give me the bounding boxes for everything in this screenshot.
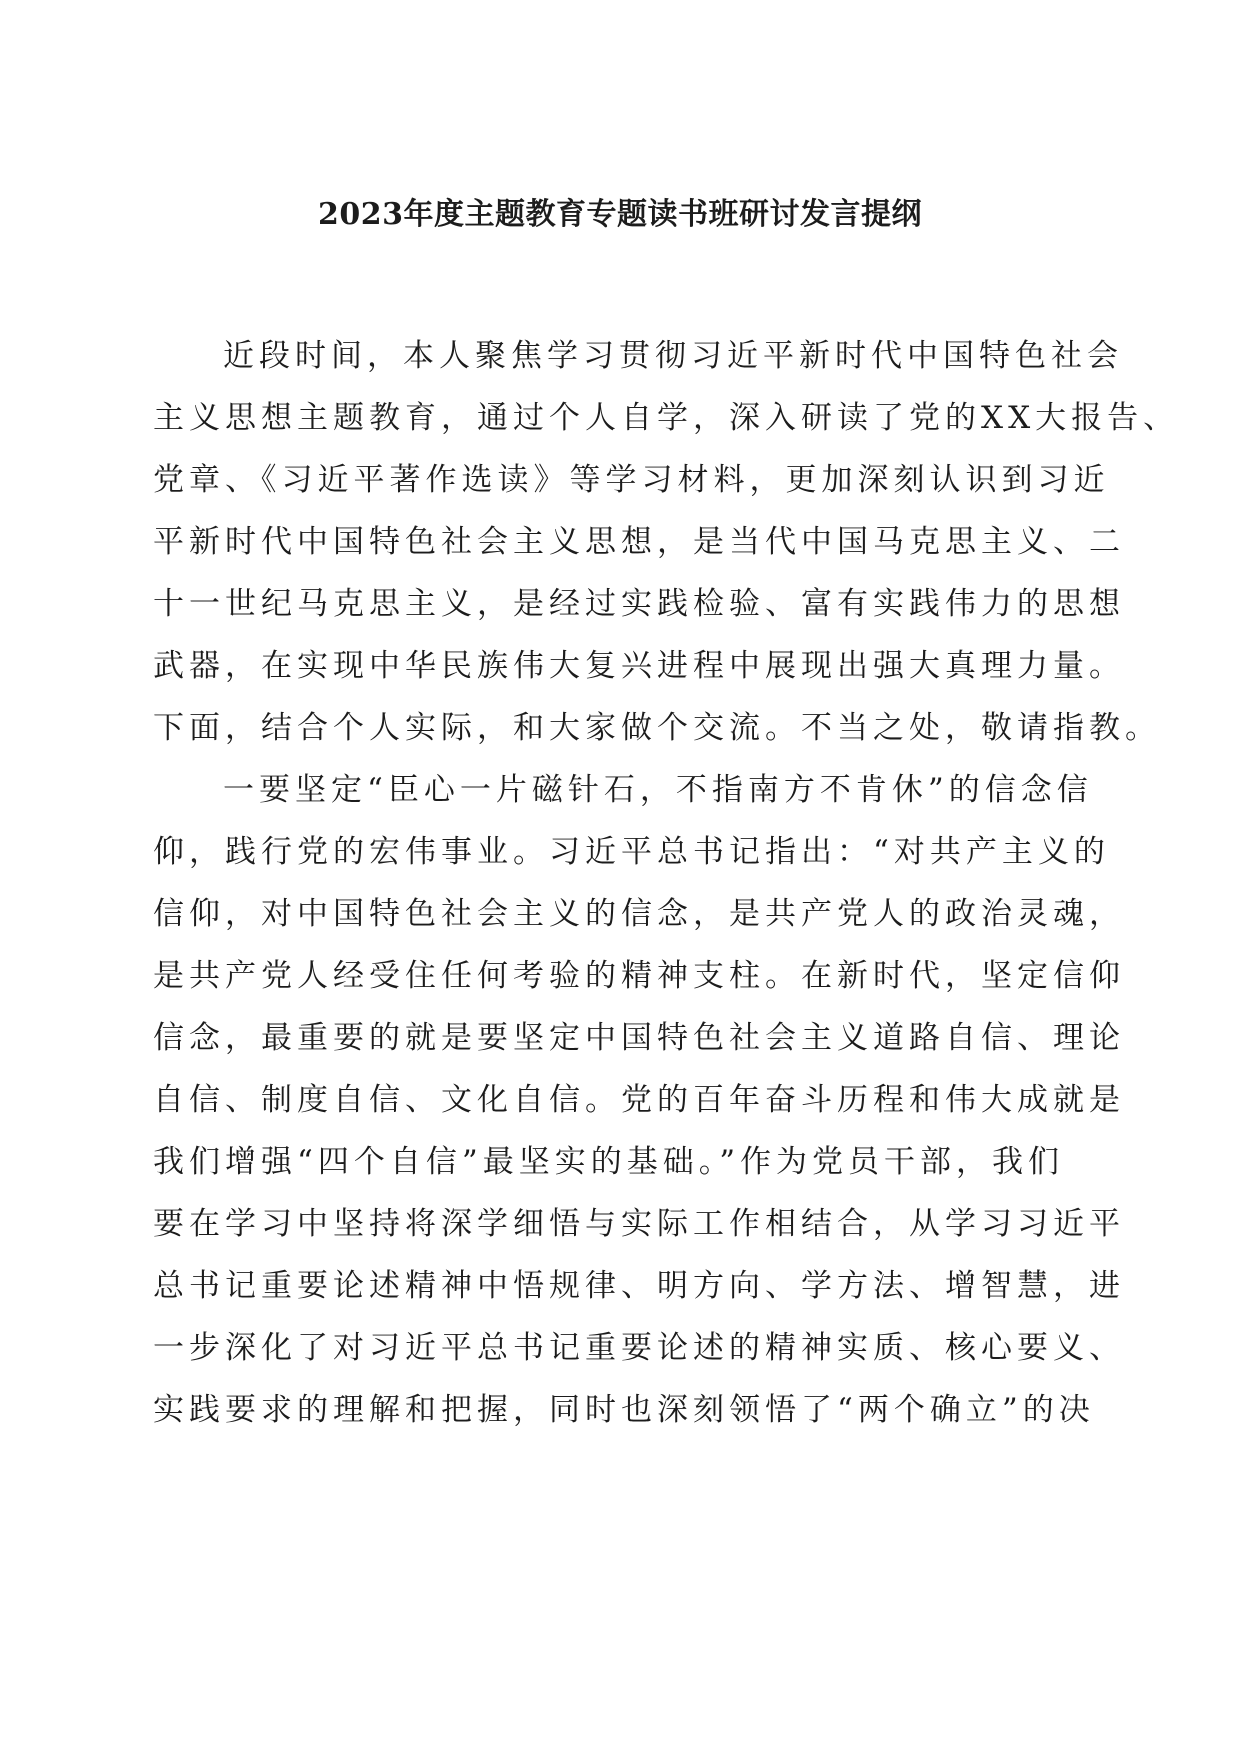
paragraph-1-line-5: 十一世纪马克思主义，是经过实践检验、富有实践伟力的思想 [153,586,1125,622]
paragraph-2-line-10: 一步深化了对习近平总书记重要论述的精神实质、核心要义、 [153,1330,1125,1366]
paragraph-2-line-4: 是共产党人经受住任何考验的精神支柱。在新时代，坚定信仰 [153,958,1125,994]
paragraph-2-line-11: 实践要求的理解和把握，同时也深刻领悟了“两个确立”的决 [153,1392,1095,1428]
paragraph-2-line-1: 一要坚定“臣心一片磁针石，不指南方不肯休”的信念信 [223,772,1093,808]
paragraph-1-line-2: 主义思想主题教育，通过个人自学，深入研读了党的XX大报告、 [153,400,1180,436]
document-title: 2023年度主题教育专题读书班研讨发言提纲 [318,197,922,232]
paragraph-2-line-5: 信念，最重要的就是要坚定中国特色社会主义道路自信、理论 [153,1020,1125,1056]
paragraph-1-line-3: 党章、《习近平著作选读》等学习材料，更加深刻认识到习近 [153,462,1110,498]
paragraph-2-line-7: 我们增强“四个自信”最坚实的基础。”作为党员干部，我们 [153,1144,1065,1180]
paragraph-1-line-7: 下面，结合个人实际，和大家做个交流。不当之处，敬请指教。 [153,710,1161,746]
paragraph-1-line-1: 近段时间，本人聚焦学习贯彻习近平新时代中国特色社会 [223,338,1123,374]
paragraph-1-line-6: 武器，在实现中华民族伟大复兴进程中展现出强大真理力量。 [153,648,1125,684]
paragraph-2-line-3: 信仰，对中国特色社会主义的信念，是共产党人的政治灵魂， [153,896,1125,932]
paragraph-2-line-6: 自信、制度自信、文化自信。党的百年奋斗历程和伟大成就是 [153,1082,1125,1118]
paragraph-2-line-2: 仰，践行党的宏伟事业。习近平总书记指出：“对共产主义的 [153,834,1110,870]
paragraph-1-line-4: 平新时代中国特色社会主义思想，是当代中国马克思主义、二 [153,524,1125,560]
document-body [153,325,1180,1441]
paragraph-2-line-8: 要在学习中坚持将深学细悟与实际工作相结合，从学习习近平 [153,1206,1125,1242]
paragraph-2-line-9: 总书记重要论述精神中悟规律、明方向、学方法、增智慧，进 [153,1268,1125,1304]
